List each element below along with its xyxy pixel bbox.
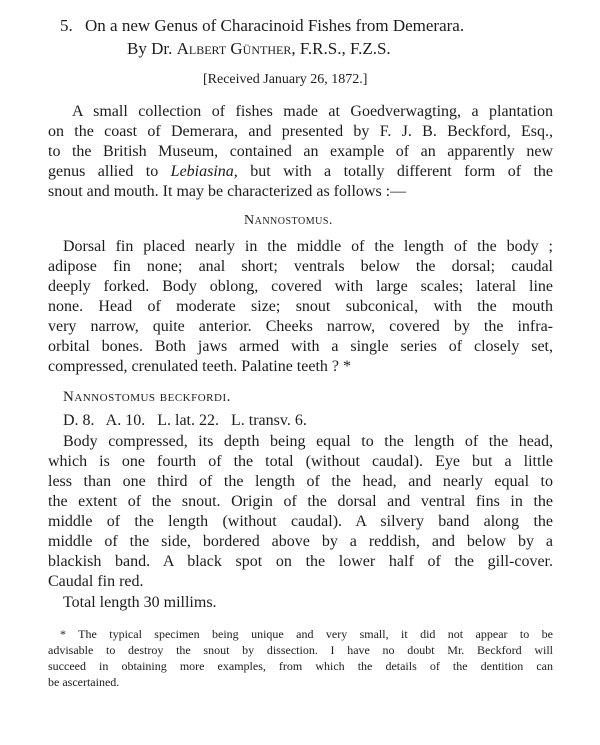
species-line-6: middle of the side, bordered above by a reddish, and below by a <box>48 533 553 550</box>
species-line-7: blackish band. A black spot on the lower half of the gill-cover. <box>48 553 553 570</box>
genus-line-3: deeply forked. Body oblong, covered with large scales; lateral line <box>48 278 553 295</box>
genus-line-1: Dorsal fin placed nearly in the middle of the length of the body ; <box>63 238 553 255</box>
intro-line-2: on the coast of Demerara, and presented by F. J. B. Beckford, Esq., <box>48 123 553 140</box>
footnote-line-2: advisable to destroy the snout by dissection. I have no doubt Mr. Beckford will <box>48 643 553 657</box>
fin-formula: D. 8. A. 10. L. lat. 22. L. transv. 6. <box>63 412 307 429</box>
total-length: Total length 30 millims. <box>63 594 217 611</box>
species-line-2: which is one fourth of the total (without caudal). Eye but a little <box>48 453 553 470</box>
byline <box>127 39 391 59</box>
footnote-line-1: * The typical specimen being unique and very small, it did not appear to be <box>60 627 553 641</box>
genus-line-7: compressed, crenulated teeth. Palatine teeth ? * <box>48 358 351 375</box>
intro-line-4 <box>48 162 553 182</box>
species-line-3: less than one third of the length of the head, and nearly equal to <box>48 473 553 490</box>
intro-line-5: snout and mouth. It may be characterized as follows :— <box>48 183 407 200</box>
intro-line-4-post: but with a totally different form of the <box>250 163 554 180</box>
intro-line-1: A small collection of fishes made at Goedverwagting, a plantation <box>72 103 553 120</box>
intro-line-4-pre: genus allied to <box>48 163 159 180</box>
received-date: [Received January 26, 1872.] <box>203 72 368 87</box>
species-line-4: the extent of the snout. Origin of the dorsal and ventral fins in the <box>48 493 553 510</box>
genus-lebiasina: Lebiasina, <box>170 163 238 180</box>
species-line-8: Caudal fin red. <box>48 573 144 590</box>
footnote-line-3: succeed in obtaining more examples, from which the details of the dentition can <box>48 659 553 673</box>
intro-line-3: to the British Museum, contained an example of an apparently new <box>48 143 553 160</box>
species-line-5: middle of the length (without caudal). A silvery band along the <box>48 513 553 530</box>
author-name: Albert Günther <box>176 39 292 58</box>
footnote-line-4: be ascertained. <box>48 675 120 689</box>
article-number: 5. <box>60 16 73 35</box>
genus-line-6: orbital bones. Both jaws armed with a single series of closely set, <box>48 338 553 355</box>
title-text: On a new Genus of Characinoid Fishes from Demerara. <box>85 16 465 35</box>
species-heading: Nannostomus beckfordi. <box>63 389 231 405</box>
article-title <box>60 16 464 36</box>
genus-line-2: adipose fin none; anal short; ventrals below the dorsal; caudal <box>48 258 553 275</box>
byline-suffix: , F.R.S., F.Z.S. <box>291 39 391 58</box>
byline-prefix: By Dr. <box>127 39 173 58</box>
genus-line-5: very narrow, quite anterior. Cheeks narrow, covered by the infra- <box>48 318 553 335</box>
genus-heading: Nannostomus. <box>244 213 333 228</box>
species-line-1: Body compressed, its depth being equal to the length of the head, <box>63 433 553 450</box>
genus-line-4: none. Head of moderate size; snout subconical, with the mouth <box>48 298 553 315</box>
